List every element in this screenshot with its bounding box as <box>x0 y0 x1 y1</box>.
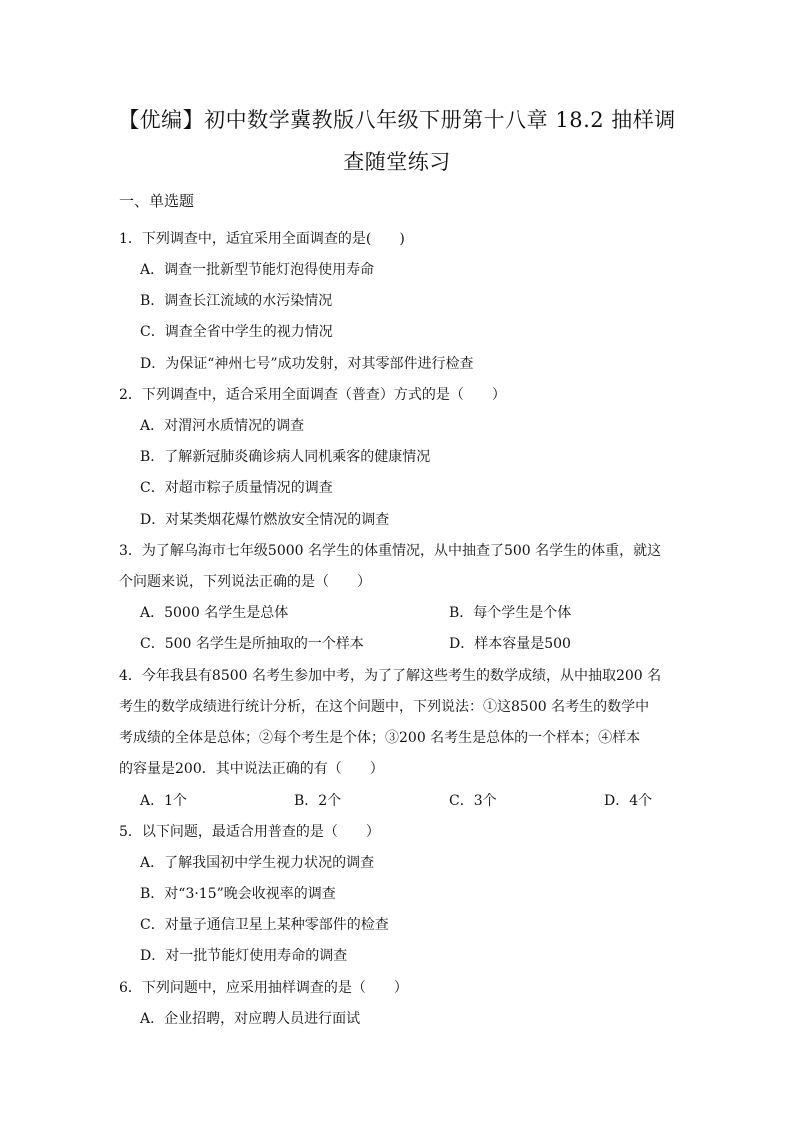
option-a: A．了解我国初中学生视力状况的调查 <box>140 855 375 871</box>
option-b: B．对“3·15”晚会收视率的调查 <box>140 886 336 902</box>
option-a: A．对渭河水质情况的调查 <box>140 418 305 434</box>
section-heading: 一、单选题 <box>119 192 195 210</box>
option-c: C．500 名学生是所抽取的一个样本 <box>140 636 364 652</box>
document-title-line-1: 【优编】初中数学冀教版八年级下册第十八章 18.2 抽样调 <box>118 108 676 132</box>
option-c: C．3个 <box>449 793 497 809</box>
question-text: 考成绩的全体是总体；②每个考生是个体；③200 名考生是总体的一个样本；④样本 <box>119 730 641 746</box>
question-text: 2．下列调查中，适合采用全面调查（普查）方式的是（ ） <box>119 387 506 403</box>
document-title-line-2: 查随堂练习 <box>343 150 451 174</box>
question-text: 1．下列调查中，适宜采用全面调查的是( ) <box>119 231 405 247</box>
option-c: C．调查全省中学生的视力情况 <box>140 324 333 340</box>
question-text: 的容量是200．其中说法正确的有（ ） <box>119 761 384 777</box>
option-d: D．对某类烟花爆竹燃放安全情况的调查 <box>140 512 390 528</box>
question-text: 5．以下问题，最适合用普查的是（ ） <box>119 824 380 840</box>
option-a: A．1个 <box>140 793 188 809</box>
option-c: C．对量子通信卫星上某种零部件的检查 <box>140 917 389 933</box>
option-b: B．了解新冠肺炎确诊病人同机乘客的健康情况 <box>140 449 431 465</box>
option-a: A．企业招聘，对应聘人员进行面试 <box>140 1011 361 1027</box>
option-b: B．调查长江流域的水污染情况 <box>140 293 333 309</box>
option-a: A．调查一批新型节能灯泡得使用寿命 <box>140 262 375 278</box>
option-b: B．每个学生是个体 <box>449 605 572 621</box>
question-text: 个问题来说，下列说法正确的是（ ） <box>119 574 371 590</box>
option-d: D．样本容量是500 <box>449 636 571 652</box>
option-b: B．2个 <box>294 793 342 809</box>
question-text: 6．下列问题中，应采用抽样调查的是（ ） <box>119 980 408 996</box>
question-text: 考生的数学成绩进行统计分析，在这个问题中，下列说法：①这8500 名考生的数学中 <box>119 699 650 715</box>
option-d: D．对一批节能灯使用寿命的调查 <box>140 948 348 964</box>
option-a: A．5000 名学生是总体 <box>140 605 289 621</box>
option-d: D．为保证“神州七号”成功发射，对其零部件进行检查 <box>140 356 474 372</box>
option-d: D．4个 <box>604 793 653 809</box>
question-text: 3．为了解乌海市七年级5000 名学生的体重情况，从中抽查了500 名学生的体重，就这 <box>119 543 662 559</box>
question-text: 4．今年我县有8500 名考生参加中考，为了了解这些考生的数学成绩，从中抽取200 名 <box>119 668 662 684</box>
option-c: C．对超市粽子质量情况的调查 <box>140 480 333 496</box>
